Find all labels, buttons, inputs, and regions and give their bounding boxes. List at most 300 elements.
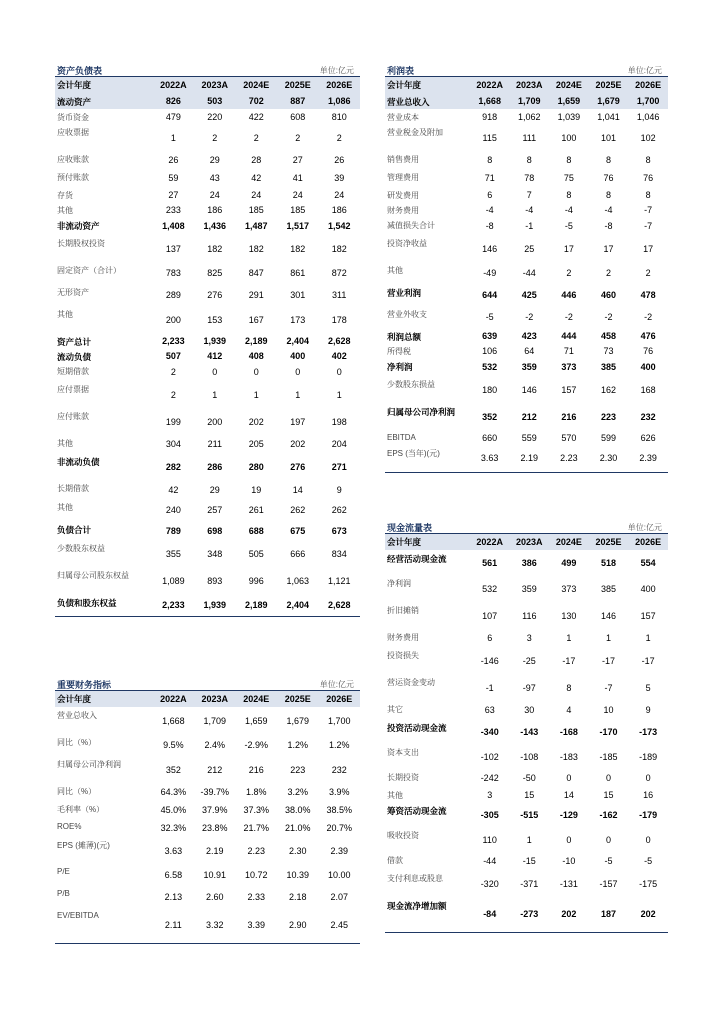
value-cell: 386: [521, 557, 537, 568]
value-cell: 157: [561, 384, 577, 395]
value-cell: 518: [601, 557, 617, 568]
value-cell: 1: [170, 132, 176, 143]
value-cell: 24: [292, 189, 303, 200]
value-cell: 232: [331, 764, 347, 775]
value-cell: -2: [525, 312, 534, 322]
income-statement-title-bar: [385, 62, 668, 77]
value-cell: 167: [248, 314, 264, 325]
value-cell: 400: [640, 362, 656, 372]
value-cell: 2,233: [162, 335, 185, 346]
value-cell: 199: [165, 416, 181, 427]
value-cell: 444: [561, 330, 577, 341]
row-label: 流动负债: [57, 352, 92, 362]
value-cell: 2,189: [245, 335, 268, 346]
value-cell: 25: [524, 243, 535, 254]
value-cell: -5: [644, 856, 653, 866]
value-cell: -185: [599, 751, 618, 762]
row-label: 折旧摊销: [387, 606, 419, 615]
row-label: 同比（%）: [57, 787, 97, 796]
value-cell: -2: [644, 312, 653, 322]
value-cell: 271: [331, 461, 347, 472]
value-cell: 1,679: [589, 93, 629, 109]
value-cell: 4: [566, 705, 572, 715]
value-cell: -2: [564, 312, 573, 322]
income-statement-unit: 单位:亿元: [627, 66, 662, 75]
table-row: [385, 852, 668, 870]
table-row: [55, 262, 360, 284]
value-cell: 15: [524, 789, 535, 800]
row-label: 净利润: [387, 579, 411, 588]
table-row: [55, 521, 360, 540]
income-header-row: [385, 77, 668, 93]
value-cell: 400: [290, 350, 306, 361]
table-row: [55, 408, 360, 435]
table-row: [385, 262, 668, 284]
value-cell: 197: [290, 416, 306, 427]
value-cell: 554: [640, 557, 656, 568]
value-cell: 212: [521, 411, 537, 422]
value-cell: 42: [168, 484, 179, 495]
value-cell: 71: [563, 345, 574, 356]
table-row: [55, 886, 360, 908]
value-cell: 2.90: [288, 920, 307, 931]
value-cell: 8: [566, 155, 572, 165]
value-cell: 17: [603, 243, 614, 254]
value-cell: 0: [336, 367, 342, 377]
value-cell: 499: [561, 557, 577, 568]
value-cell: 2,404: [286, 599, 309, 610]
value-cell: 532: [482, 583, 498, 594]
value-cell: -108: [520, 751, 539, 762]
value-cell: 185: [290, 204, 306, 215]
key-indicators-table: [55, 691, 360, 944]
value-cell: 202: [290, 439, 306, 449]
value-cell: -131: [559, 878, 578, 889]
row-label: P/E: [57, 867, 70, 876]
value-cell: 111: [522, 132, 537, 143]
value-cell: 2: [566, 268, 572, 278]
table-bottom-rule: [55, 943, 360, 944]
value-cell: 893: [207, 575, 223, 586]
row-label: 其他: [57, 206, 73, 215]
value-cell: -162: [599, 809, 618, 820]
value-cell: 220: [207, 111, 223, 122]
value-cell: 101: [601, 132, 617, 143]
table-row: [385, 827, 668, 852]
row-label: 所得税: [387, 347, 411, 356]
value-cell: 1,046: [636, 111, 660, 122]
row-label: 营业总收入: [57, 711, 97, 720]
value-cell: 116: [522, 610, 537, 621]
value-cell: 24: [251, 189, 262, 200]
value-cell: 153: [207, 314, 223, 325]
value-cell: 400: [640, 583, 656, 594]
value-cell: 1,939: [203, 335, 227, 346]
value-cell: 76: [643, 173, 654, 183]
value-cell: 559: [521, 432, 537, 443]
value-cell: -4: [604, 204, 613, 215]
value-cell: 8: [606, 189, 612, 200]
value-cell: 223: [601, 411, 617, 422]
value-cell: 2.39: [330, 845, 348, 856]
header-year-cell: 2024E: [549, 77, 589, 93]
header-year-cell: 2024E: [236, 77, 277, 93]
value-cell: 27: [292, 155, 303, 165]
value-cell: 503: [194, 93, 235, 109]
row-label: 财务费用: [387, 206, 419, 215]
value-cell: 507: [165, 350, 181, 361]
value-cell: -25: [522, 655, 536, 666]
value-cell: -15: [522, 856, 536, 866]
table-row: [55, 217, 360, 235]
value-cell: 38.0%: [284, 805, 311, 815]
value-cell: 20.7%: [326, 823, 352, 833]
row-label: ROE%: [57, 822, 82, 831]
value-cell: 43: [209, 173, 220, 183]
value-cell: -183: [559, 751, 578, 762]
value-cell: 1,063: [286, 575, 309, 586]
row-label: EPS (摊薄)(元): [57, 841, 110, 850]
value-cell: 476: [640, 330, 656, 341]
value-cell: 24: [334, 189, 345, 200]
value-cell: 702: [236, 93, 277, 109]
row-label: 无形资产: [57, 288, 89, 297]
value-cell: 532: [482, 362, 498, 372]
value-cell: 5: [645, 682, 651, 693]
value-cell: 10.39: [286, 870, 309, 880]
value-cell: 698: [207, 525, 223, 536]
value-cell: 282: [165, 461, 181, 472]
row-label: 销售费用: [387, 155, 419, 164]
value-cell: -49: [483, 268, 497, 278]
value-cell: 1: [606, 633, 612, 643]
value-cell: 0: [566, 834, 572, 845]
value-cell: 1,659: [549, 93, 589, 109]
row-label: 长期借款: [57, 484, 89, 493]
value-cell: -7: [644, 221, 653, 231]
value-cell: -8: [485, 221, 494, 231]
table-row: [55, 499, 360, 521]
value-cell: 233: [165, 204, 181, 215]
value-cell: 10.72: [245, 870, 268, 880]
value-cell: 182: [290, 243, 306, 254]
header-year-cell: 2026E: [628, 77, 668, 93]
value-cell: 918: [482, 111, 498, 122]
value-cell: -5: [564, 221, 573, 231]
value-cell: 205: [248, 439, 264, 449]
value-cell: 75: [563, 173, 574, 183]
value-cell: -17: [562, 655, 576, 666]
value-cell: 276: [207, 290, 223, 300]
table-row: [385, 550, 668, 575]
value-cell: 1,709: [203, 715, 227, 726]
value-cell: 3.63: [480, 453, 499, 464]
value-cell: 359: [521, 362, 537, 372]
value-cell: 887: [277, 93, 318, 109]
value-cell: 2.30: [288, 845, 307, 856]
row-label: 固定资产（合计）: [57, 266, 121, 275]
value-cell: -273: [520, 909, 539, 920]
row-label: 归属母公司股东权益: [57, 571, 129, 580]
value-cell: 28: [251, 155, 262, 165]
table-row: [385, 217, 668, 235]
header-label-cell: 会计年度: [55, 77, 153, 93]
table-row: [55, 187, 360, 202]
value-cell: -44: [483, 856, 497, 866]
value-cell: 212: [207, 764, 223, 775]
table-bottom-rule: [55, 616, 360, 617]
value-cell: 359: [521, 583, 537, 594]
value-cell: -340: [480, 726, 499, 737]
row-label: 其他: [387, 791, 403, 800]
row-label: 营业外收支: [387, 310, 427, 319]
table-row: [385, 124, 668, 151]
row-label: 利润总额: [387, 332, 422, 342]
table-row: [55, 908, 360, 943]
value-cell: 202: [640, 909, 656, 920]
value-cell: 2: [606, 268, 612, 278]
value-cell: -7: [644, 204, 653, 215]
row-label: 管理费用: [387, 173, 419, 182]
value-cell: 1,086: [318, 93, 360, 109]
table-row: [385, 284, 668, 306]
value-cell: 1: [212, 389, 218, 400]
value-cell: 15: [603, 789, 614, 800]
row-label: EPS (当年)(元): [387, 449, 440, 458]
value-cell: 182: [248, 243, 264, 254]
value-cell: 348: [207, 548, 223, 559]
value-cell: 286: [207, 461, 223, 472]
value-cell: 861: [290, 268, 306, 278]
value-cell: 1: [526, 834, 532, 845]
cash-flow-table: [385, 534, 668, 933]
table-row: [385, 445, 668, 472]
table-row: [55, 381, 360, 408]
value-cell: 2: [295, 132, 301, 143]
value-cell: -102: [480, 751, 499, 762]
cash-flow-title-bar: [385, 519, 668, 534]
value-cell: 37.9%: [202, 805, 228, 815]
value-cell: 0: [645, 773, 651, 783]
row-label: 非流动负债: [57, 457, 100, 467]
table-row: [385, 602, 668, 629]
value-cell: 45.0%: [160, 805, 187, 815]
value-cell: 202: [248, 416, 264, 427]
value-cell: 660: [482, 432, 498, 443]
table-row: [55, 819, 360, 837]
row-label: 吸收投资: [387, 831, 419, 840]
value-cell: 41: [292, 173, 303, 183]
value-cell: 216: [248, 764, 264, 775]
value-cell: 810: [331, 111, 347, 122]
value-cell: 1,487: [245, 221, 268, 231]
value-cell: 2: [170, 367, 176, 377]
value-cell: 63: [484, 705, 495, 715]
value-cell: -50: [522, 773, 536, 783]
value-cell: 14: [563, 789, 574, 800]
table-row: [385, 802, 668, 827]
value-cell: 0: [606, 773, 612, 783]
header-year-cell: 2025E: [589, 77, 629, 93]
value-cell: 173: [290, 314, 306, 325]
value-cell: -2.9%: [244, 740, 269, 750]
header-year-cell: 2022A: [470, 534, 510, 550]
value-cell: 115: [482, 132, 497, 143]
table-row: [385, 897, 668, 932]
row-label: 非流动资产: [57, 221, 100, 231]
table-row: [385, 169, 668, 187]
row-label: EBITDA: [387, 433, 416, 442]
value-cell: 64: [524, 345, 535, 356]
income-statement-panel: [385, 62, 668, 473]
bottom-rule-cell: [55, 616, 360, 617]
value-cell: 17: [563, 243, 574, 254]
value-cell: 29: [209, 155, 220, 165]
balance-sheet-panel: [55, 62, 360, 617]
value-cell: 460: [601, 290, 617, 300]
value-cell: 3.2%: [287, 787, 308, 797]
value-cell: 479: [165, 111, 181, 122]
value-cell: 182: [331, 243, 347, 254]
value-cell: 17: [643, 243, 654, 254]
value-cell: 2.30: [599, 453, 618, 464]
header-year-cell: 2023A: [194, 77, 235, 93]
value-cell: 599: [601, 432, 617, 443]
table-row: [385, 430, 668, 445]
value-cell: -143: [520, 726, 539, 737]
value-cell: 10: [603, 705, 614, 715]
value-cell: 186: [207, 204, 223, 215]
header-label-cell: 会计年度: [385, 534, 470, 550]
value-cell: 137: [165, 243, 181, 254]
value-cell: 373: [561, 583, 577, 594]
value-cell: 2.13: [164, 892, 183, 902]
table-row: [385, 403, 668, 430]
value-cell: 186: [331, 204, 347, 215]
value-cell: 3.39: [247, 920, 266, 931]
value-cell: -4: [485, 204, 494, 215]
value-cell: 146: [521, 384, 537, 395]
table-row: [385, 629, 668, 647]
value-cell: 373: [561, 362, 577, 372]
row-label: 资产总计: [57, 337, 92, 347]
value-cell: 1,041: [597, 111, 620, 122]
header-year-cell: 2025E: [277, 77, 318, 93]
value-cell: 8: [645, 189, 651, 200]
value-cell: 1,668: [162, 715, 185, 726]
value-cell: -320: [480, 878, 499, 889]
value-cell: 2.07: [330, 892, 348, 902]
value-cell: 106: [482, 345, 498, 356]
table-row: [55, 756, 360, 783]
table-row: [55, 540, 360, 567]
value-cell: 32.3%: [160, 823, 187, 833]
value-cell: 1,679: [286, 715, 309, 726]
value-cell: 8: [487, 155, 493, 165]
value-cell: 276: [290, 461, 306, 472]
value-cell: 1,659: [245, 715, 268, 726]
value-cell: 2.45: [330, 920, 348, 931]
value-cell: 2.19: [520, 453, 539, 464]
row-label: P/B: [57, 889, 70, 898]
row-label: 营业利润: [387, 288, 422, 298]
value-cell: 505: [248, 548, 264, 559]
value-cell: -39.7%: [200, 787, 230, 797]
value-cell: 291: [248, 290, 264, 300]
table-row: [55, 124, 360, 151]
value-cell: 355: [165, 548, 181, 559]
row-label: 支付利息或股息: [387, 874, 443, 883]
value-cell: 202: [561, 909, 577, 920]
value-cell: 311: [332, 290, 347, 300]
header-year-cell: 2023A: [194, 691, 235, 707]
value-cell: 408: [248, 350, 264, 361]
value-cell: 146: [601, 610, 617, 621]
table-row: [55, 783, 360, 801]
table-row: [385, 376, 668, 403]
value-cell: 6: [487, 189, 493, 200]
value-cell: 666: [290, 548, 306, 559]
value-cell: 7: [526, 189, 532, 200]
value-cell: 996: [248, 575, 264, 586]
value-cell: -8: [604, 221, 613, 231]
row-label: 营业成本: [387, 113, 419, 122]
table-row: [385, 109, 668, 124]
value-cell: 478: [640, 290, 656, 300]
table-row: [55, 169, 360, 187]
value-cell: 2: [253, 132, 259, 143]
value-cell: 675: [290, 525, 306, 536]
value-cell: 8: [606, 155, 612, 165]
row-label: 负债合计: [57, 525, 92, 535]
value-cell: 200: [165, 314, 181, 325]
value-cell: 1: [645, 633, 651, 643]
row-label: 短期借款: [57, 367, 89, 376]
table-row: [385, 235, 668, 262]
value-cell: 16: [643, 789, 654, 800]
value-cell: -44: [522, 268, 536, 278]
value-cell: 3.63: [164, 845, 183, 856]
table-row: [385, 674, 668, 701]
row-label: 少数股东损益: [387, 380, 435, 389]
value-cell: 2: [336, 132, 342, 143]
value-cell: 0: [566, 773, 572, 783]
value-cell: 30: [524, 705, 535, 715]
value-cell: 19: [251, 484, 262, 495]
value-cell: 834: [331, 548, 347, 559]
value-cell: -84: [483, 909, 497, 920]
header-year-cell: 2025E: [589, 534, 629, 550]
value-cell: 402: [331, 350, 347, 361]
value-cell: 1: [566, 633, 572, 643]
balance-sheet-table: [55, 77, 360, 617]
value-cell: 644: [482, 290, 498, 300]
balance-sheet-unit: 单位:亿元: [319, 66, 354, 75]
value-cell: 168: [640, 384, 656, 395]
value-cell: 673: [331, 525, 347, 536]
table-row: [55, 306, 360, 333]
table-row: [55, 567, 360, 594]
table-row: [385, 306, 668, 328]
value-cell: 412: [207, 350, 223, 361]
table-row: [385, 343, 668, 358]
table-row: [55, 151, 360, 169]
value-cell: 0: [253, 367, 259, 377]
row-label: 少数股东权益: [57, 544, 105, 553]
value-cell: 1,939: [203, 599, 227, 610]
value-cell: 76: [643, 345, 654, 356]
value-cell: 289: [165, 290, 181, 300]
